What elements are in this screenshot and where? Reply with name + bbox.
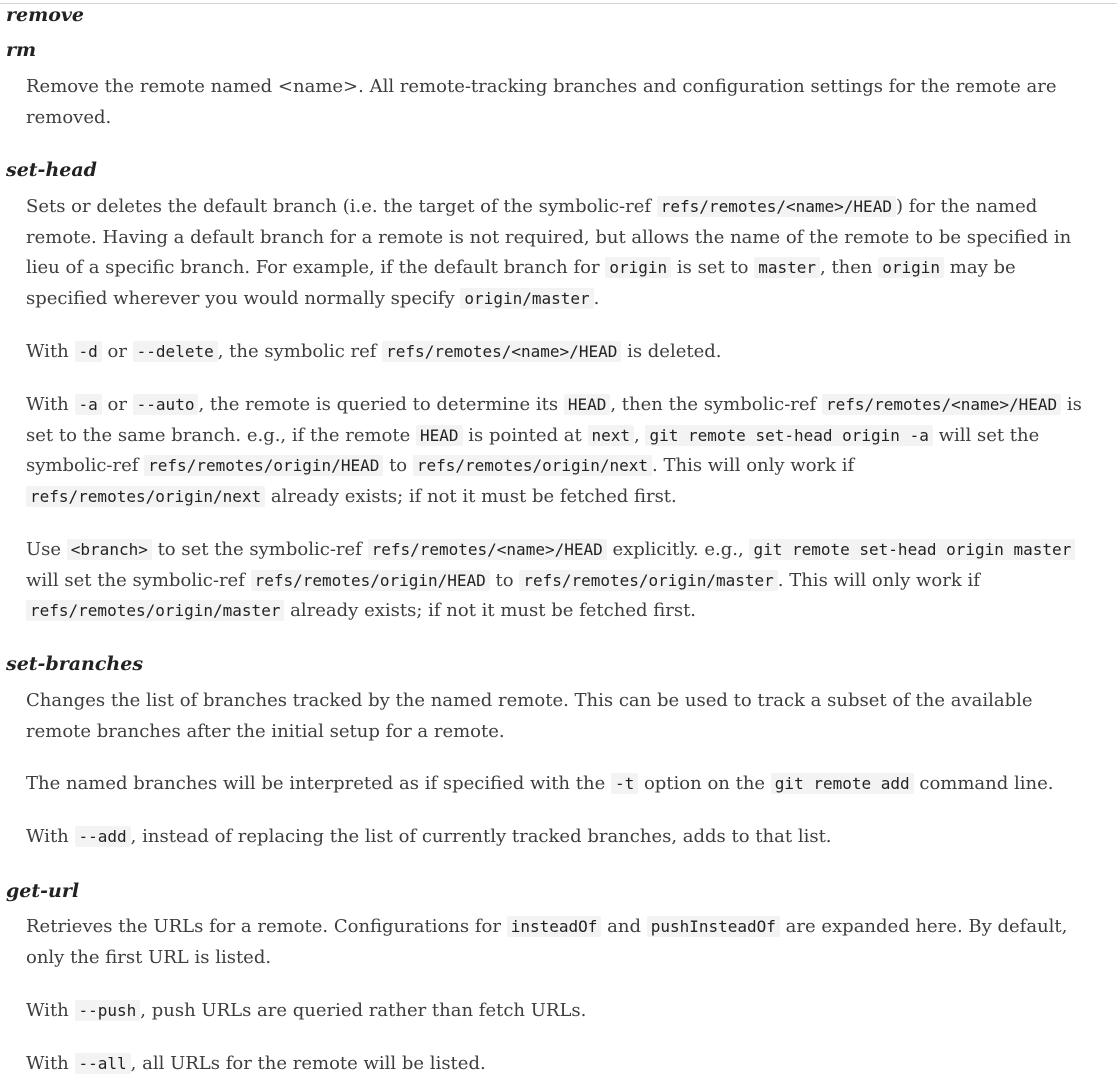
text-run: or (101, 394, 133, 415)
text-run: With (26, 1053, 75, 1074)
text-run: explicitly. e.g., (606, 539, 750, 560)
text-run: to (383, 455, 413, 476)
text-run: , push URLs are queried rather than fetch URLs. (140, 1000, 587, 1021)
inline-code: HEAD (564, 394, 611, 415)
inline-code: master (754, 257, 820, 278)
get-url-all-paragraph (26, 1049, 1096, 1080)
text-run: to (489, 569, 520, 591)
inline-code: -d (75, 341, 102, 362)
inline-code: -t (611, 773, 638, 794)
inline-code: git remote set-head origin -a (645, 425, 932, 446)
get-url-push-paragraph (26, 996, 1096, 1027)
inline-code: --add (75, 826, 131, 847)
text-run: or (101, 341, 133, 362)
set-branches-description (26, 686, 1096, 747)
get-url-description (26, 912, 1096, 973)
text-run: With (26, 341, 75, 362)
text-run: is deleted. (621, 341, 722, 362)
text-run: The named branches will be interpreted as if specified with the (26, 773, 611, 794)
text-run: . (593, 287, 600, 309)
text-run: is pointed at (462, 424, 588, 446)
text-run: option on the (638, 773, 771, 794)
inline-code: refs/remotes/origin/HEAD (144, 455, 383, 476)
text-run: Changes the list of branches tracked by the named remote. This can be used to track a subset of the available remote branches after the initial setup for a remote. (26, 690, 1033, 742)
text-run: , the symbolic ref (217, 341, 383, 362)
text-run: is set to the same branch. e.g., if the remote (26, 394, 1082, 446)
text-run: command line. (913, 773, 1054, 794)
inline-code: origin (605, 257, 671, 278)
text-run: , instead of replacing the list of currently tracked branches, adds to that list. (130, 826, 832, 847)
inline-code: --push (75, 1000, 141, 1021)
text-run: With (26, 826, 75, 847)
text-run: . This will only work if (652, 455, 855, 476)
inline-code: refs/remotes/origin/master (519, 570, 777, 591)
text-run: are expanded here. By default, only the first URL is listed. (26, 916, 1068, 968)
text-run: , then the symbolic-ref (610, 394, 822, 415)
text-run: Use (26, 539, 67, 560)
inline-code: --auto (133, 394, 199, 415)
text-run: , all URLs for the remote will be listed. (130, 1053, 486, 1074)
inline-code: refs/remotes/<name>/HEAD (368, 539, 607, 560)
inline-code: <branch> (67, 539, 152, 560)
inline-code: pushInsteadOf (647, 916, 780, 937)
inline-code: -a (75, 394, 102, 415)
text-run: , then (820, 257, 879, 278)
inline-code: origin (878, 257, 944, 278)
set-head-description (26, 192, 1096, 314)
inline-code: next (588, 425, 635, 446)
term-set-branches: set-branches (6, 653, 144, 675)
inline-code: refs/remotes/origin/next (413, 455, 652, 476)
set-head-delete-paragraph (26, 337, 1096, 368)
term-remove: remove (6, 4, 85, 26)
text-run: ) for the named remote. Having a default branch for a remote is not required, but allows the name of the remote to be specified in lieu of a specific branch. For example, if the default branch for (26, 196, 1072, 278)
text-run: to set the symbolic-ref (151, 539, 368, 560)
inline-code: git remote set-head origin master (749, 539, 1075, 560)
top-divider (0, 3, 1117, 4)
text-run: already exists; if not it must be fetched first. (265, 485, 677, 507)
inline-code: refs/remotes/origin/next (26, 486, 265, 507)
inline-code: refs/remotes/origin/HEAD (251, 570, 490, 591)
inline-code: refs/remotes/<name>/HEAD (822, 394, 1061, 415)
term-rm: rm (6, 39, 37, 61)
inline-code: refs/remotes/<name>/HEAD (657, 196, 896, 217)
set-branches-add-paragraph (26, 822, 1096, 853)
text-run: Remove the remote named <name>. All remote-tracking branches and configuration settings for the remote are removed. (26, 76, 1057, 128)
set-head-branch-paragraph (26, 535, 1096, 627)
text-run: and (601, 916, 647, 937)
text-run: Sets or deletes the default branch (i.e. the target of the symbolic-ref (26, 196, 657, 217)
term-get-url: get-url (6, 880, 80, 902)
text-run: . This will only work if (777, 569, 980, 591)
text-run: will set the symbolic-ref (26, 424, 1040, 476)
inline-code: git remote add (771, 773, 914, 794)
set-head-auto-paragraph (26, 390, 1096, 512)
inline-code: refs/remotes/<name>/HEAD (382, 341, 621, 362)
inline-code: HEAD (416, 425, 463, 446)
text-run: , (634, 424, 646, 446)
inline-code: --delete (133, 341, 218, 362)
text-run: already exists; if not it must be fetched first. (284, 600, 697, 621)
text-run: With (26, 1000, 75, 1021)
text-run: With (26, 394, 75, 415)
inline-code: refs/remotes/origin/master (26, 600, 284, 621)
text-run: Retrieves the URLs for a remote. Configurations for (26, 916, 507, 937)
rm-description (26, 72, 1096, 133)
inline-code: origin/master (460, 288, 593, 309)
inline-code: --all (75, 1053, 131, 1074)
text-run: , the remote is queried to determine its (198, 394, 564, 415)
set-branches-interpretation-paragraph (26, 769, 1096, 800)
inline-code: insteadOf (507, 916, 602, 937)
text-run: may be specified wherever you would normally specify (26, 257, 1016, 309)
term-set-head: set-head (6, 159, 97, 181)
text-run: is set to (671, 257, 755, 278)
text-run: will set the symbolic-ref (26, 569, 251, 591)
